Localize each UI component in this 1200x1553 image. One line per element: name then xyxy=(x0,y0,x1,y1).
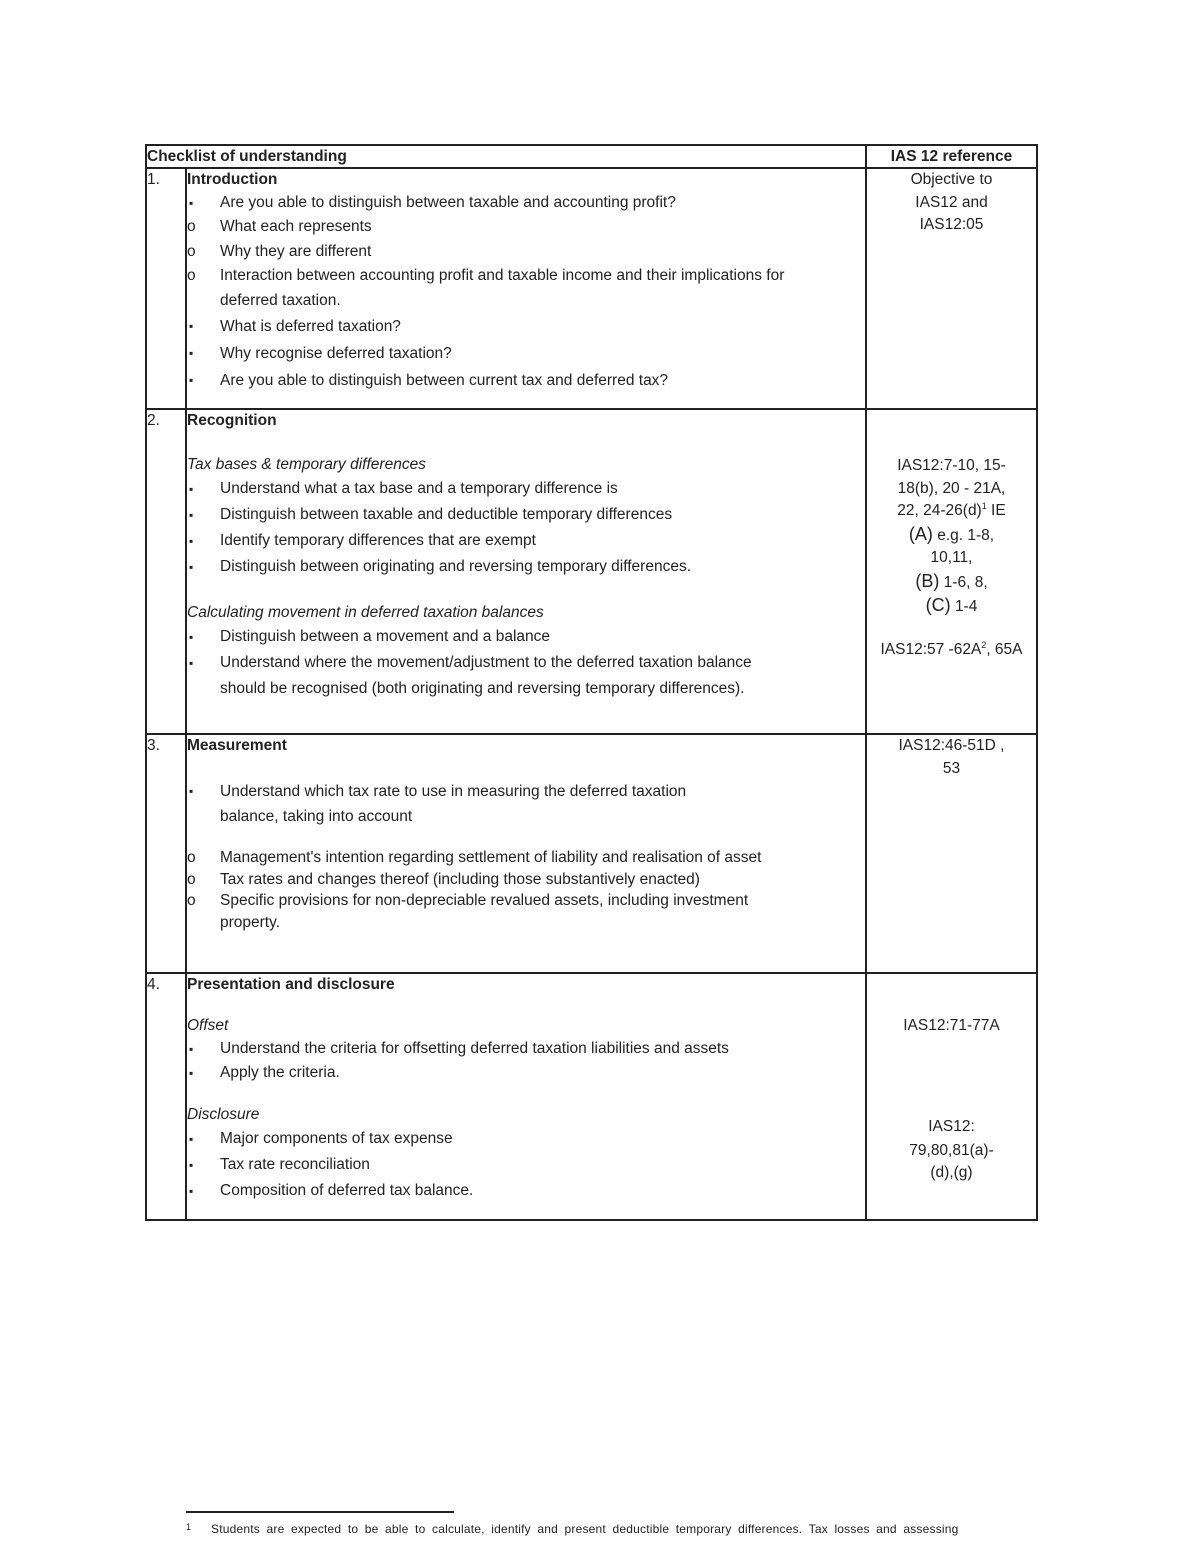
header-ias-reference: IAS 12 reference xyxy=(866,145,1037,168)
bullet-list xyxy=(187,1037,865,1085)
reference-cell xyxy=(866,409,1037,734)
row-measurement xyxy=(146,734,1037,973)
row-content xyxy=(186,168,866,409)
list-item: o Specific provisions for non-depreciable revalued assets, including investment property. xyxy=(187,890,865,933)
row-content xyxy=(186,973,866,1220)
row-number: 2. xyxy=(146,409,186,734)
reference-line: 53 xyxy=(942,759,961,777)
reference-line: 79,80,81(a)- xyxy=(909,1141,994,1159)
list-item: o What each represents xyxy=(187,215,865,240)
subsection-heading: Tax bases & temporary differences xyxy=(187,456,426,473)
footnote-mark: 1 xyxy=(186,1522,192,1532)
bullet-list xyxy=(187,313,865,394)
reference-line: IAS12:57 $-62A^2$, 65A xyxy=(880,639,1023,658)
list-item: ▪ Distinguish between originating and reversing temporary differences. xyxy=(187,554,865,580)
reference-line: IAS12:46-51D , xyxy=(898,737,1005,754)
bullet-list xyxy=(187,476,865,580)
list-item: ▪ Understand where the movement/adjustment to the deferred taxation balance should be recognised (both originating and reversing temporary differences). xyxy=(187,650,865,702)
list-item: ▪ Tax rate reconciliation xyxy=(187,1152,865,1178)
list-item: ▪ Are you able to distinguish between current tax and deferred tax? xyxy=(187,367,865,394)
list-item: o Why they are different xyxy=(187,240,865,265)
section-title: Presentation and disclosure xyxy=(187,976,395,993)
list-item: ▪ Are you able to distinguish between taxable and accounting profit? xyxy=(187,191,865,215)
footnote-text: Students are expected to be able to calculate, identify and present deductible temporary differences. Tax losses and assessing xyxy=(211,1522,959,1536)
section-title: Measurement xyxy=(187,737,287,754)
reference-cell xyxy=(866,973,1037,1220)
section-title: Recognition xyxy=(187,412,277,429)
bullet-list xyxy=(187,779,865,829)
row-presentation-disclosure xyxy=(146,973,1037,1220)
row-content xyxy=(186,734,866,973)
subsection-heading: Disclosure xyxy=(187,1106,260,1123)
reference-line: Objective to xyxy=(910,171,993,188)
bullet-list xyxy=(187,191,865,215)
footnote-separator xyxy=(186,1511,454,1513)
sub-bullet-list xyxy=(187,215,865,313)
subsection-heading: Calculating movement in deferred taxation balances xyxy=(187,604,544,621)
list-item: ▪ Distinguish between taxable and deductible temporary differences xyxy=(187,502,865,528)
table-header-row xyxy=(146,145,1037,168)
reference-cell xyxy=(866,734,1037,973)
reference-line: (d),(g) xyxy=(930,1164,973,1181)
reference-line: 10,11, xyxy=(930,549,973,566)
header-checklist: Checklist of understanding xyxy=(146,145,866,168)
reference-line: IAS12 and xyxy=(915,193,988,211)
reference-line: IAS12: xyxy=(928,1117,975,1135)
list-item: o Tax rates and changes thereof (including those substantively enacted) xyxy=(187,869,865,891)
list-item: ▪ Major components of tax expense xyxy=(187,1126,865,1152)
list-item: o Management's intention regarding settlement of liability and realisation of asset xyxy=(187,847,865,869)
list-item: ▪ What is deferred taxation? xyxy=(187,313,865,340)
reference-line: 22, $24-26(d)^1$ IE xyxy=(897,500,1006,519)
list-item: ▪ Why recognise deferred taxation? xyxy=(187,340,865,367)
list-item: o Interaction between accounting profit and taxable income and their implications for deferred taxation. xyxy=(187,264,865,313)
reference-line: IAS12:05 xyxy=(919,216,984,233)
section-title: Introduction xyxy=(187,171,278,188)
reference-line: IAS12:71-77A xyxy=(903,1017,1000,1034)
reference-line: 18(b), 20 - 21A, xyxy=(897,479,1006,497)
reference-line: (C) 1-4 xyxy=(925,595,978,615)
list-item: ▪ Distinguish between a movement and a balance xyxy=(187,624,865,650)
bullet-list xyxy=(187,624,865,702)
row-number: 3. xyxy=(146,734,186,973)
bullet-list xyxy=(187,1126,865,1204)
row-number: 1. xyxy=(146,168,186,409)
row-introduction xyxy=(146,168,1037,409)
row-recognition xyxy=(146,409,1037,734)
checklist-table xyxy=(145,144,1038,1221)
list-item: ▪ Composition of deferred tax balance. xyxy=(187,1178,865,1204)
list-item: ▪ Apply the criteria. xyxy=(187,1061,865,1085)
list-item: ▪ Understand which tax rate to use in measuring the deferred taxation balance, taking into account xyxy=(187,779,865,829)
list-item: ▪ Identify temporary differences that are exempt xyxy=(187,528,865,554)
subsection-heading: Offset xyxy=(187,1017,229,1034)
reference-line: (A) e.g. 1-8, xyxy=(908,523,995,544)
reference-cell xyxy=(866,168,1037,409)
row-content xyxy=(186,409,866,734)
reference-line: (B) 1-6, 8, xyxy=(915,570,988,591)
reference-line: IAS12:7-10, 15- xyxy=(897,457,1006,474)
list-item: ▪ Understand what a tax base and a temporary difference is xyxy=(187,476,865,502)
list-item: ▪ Understand the criteria for offsetting deferred taxation liabilities and assets xyxy=(187,1037,865,1061)
row-number: 4. xyxy=(146,973,186,1220)
sub-bullet-list xyxy=(187,847,865,933)
